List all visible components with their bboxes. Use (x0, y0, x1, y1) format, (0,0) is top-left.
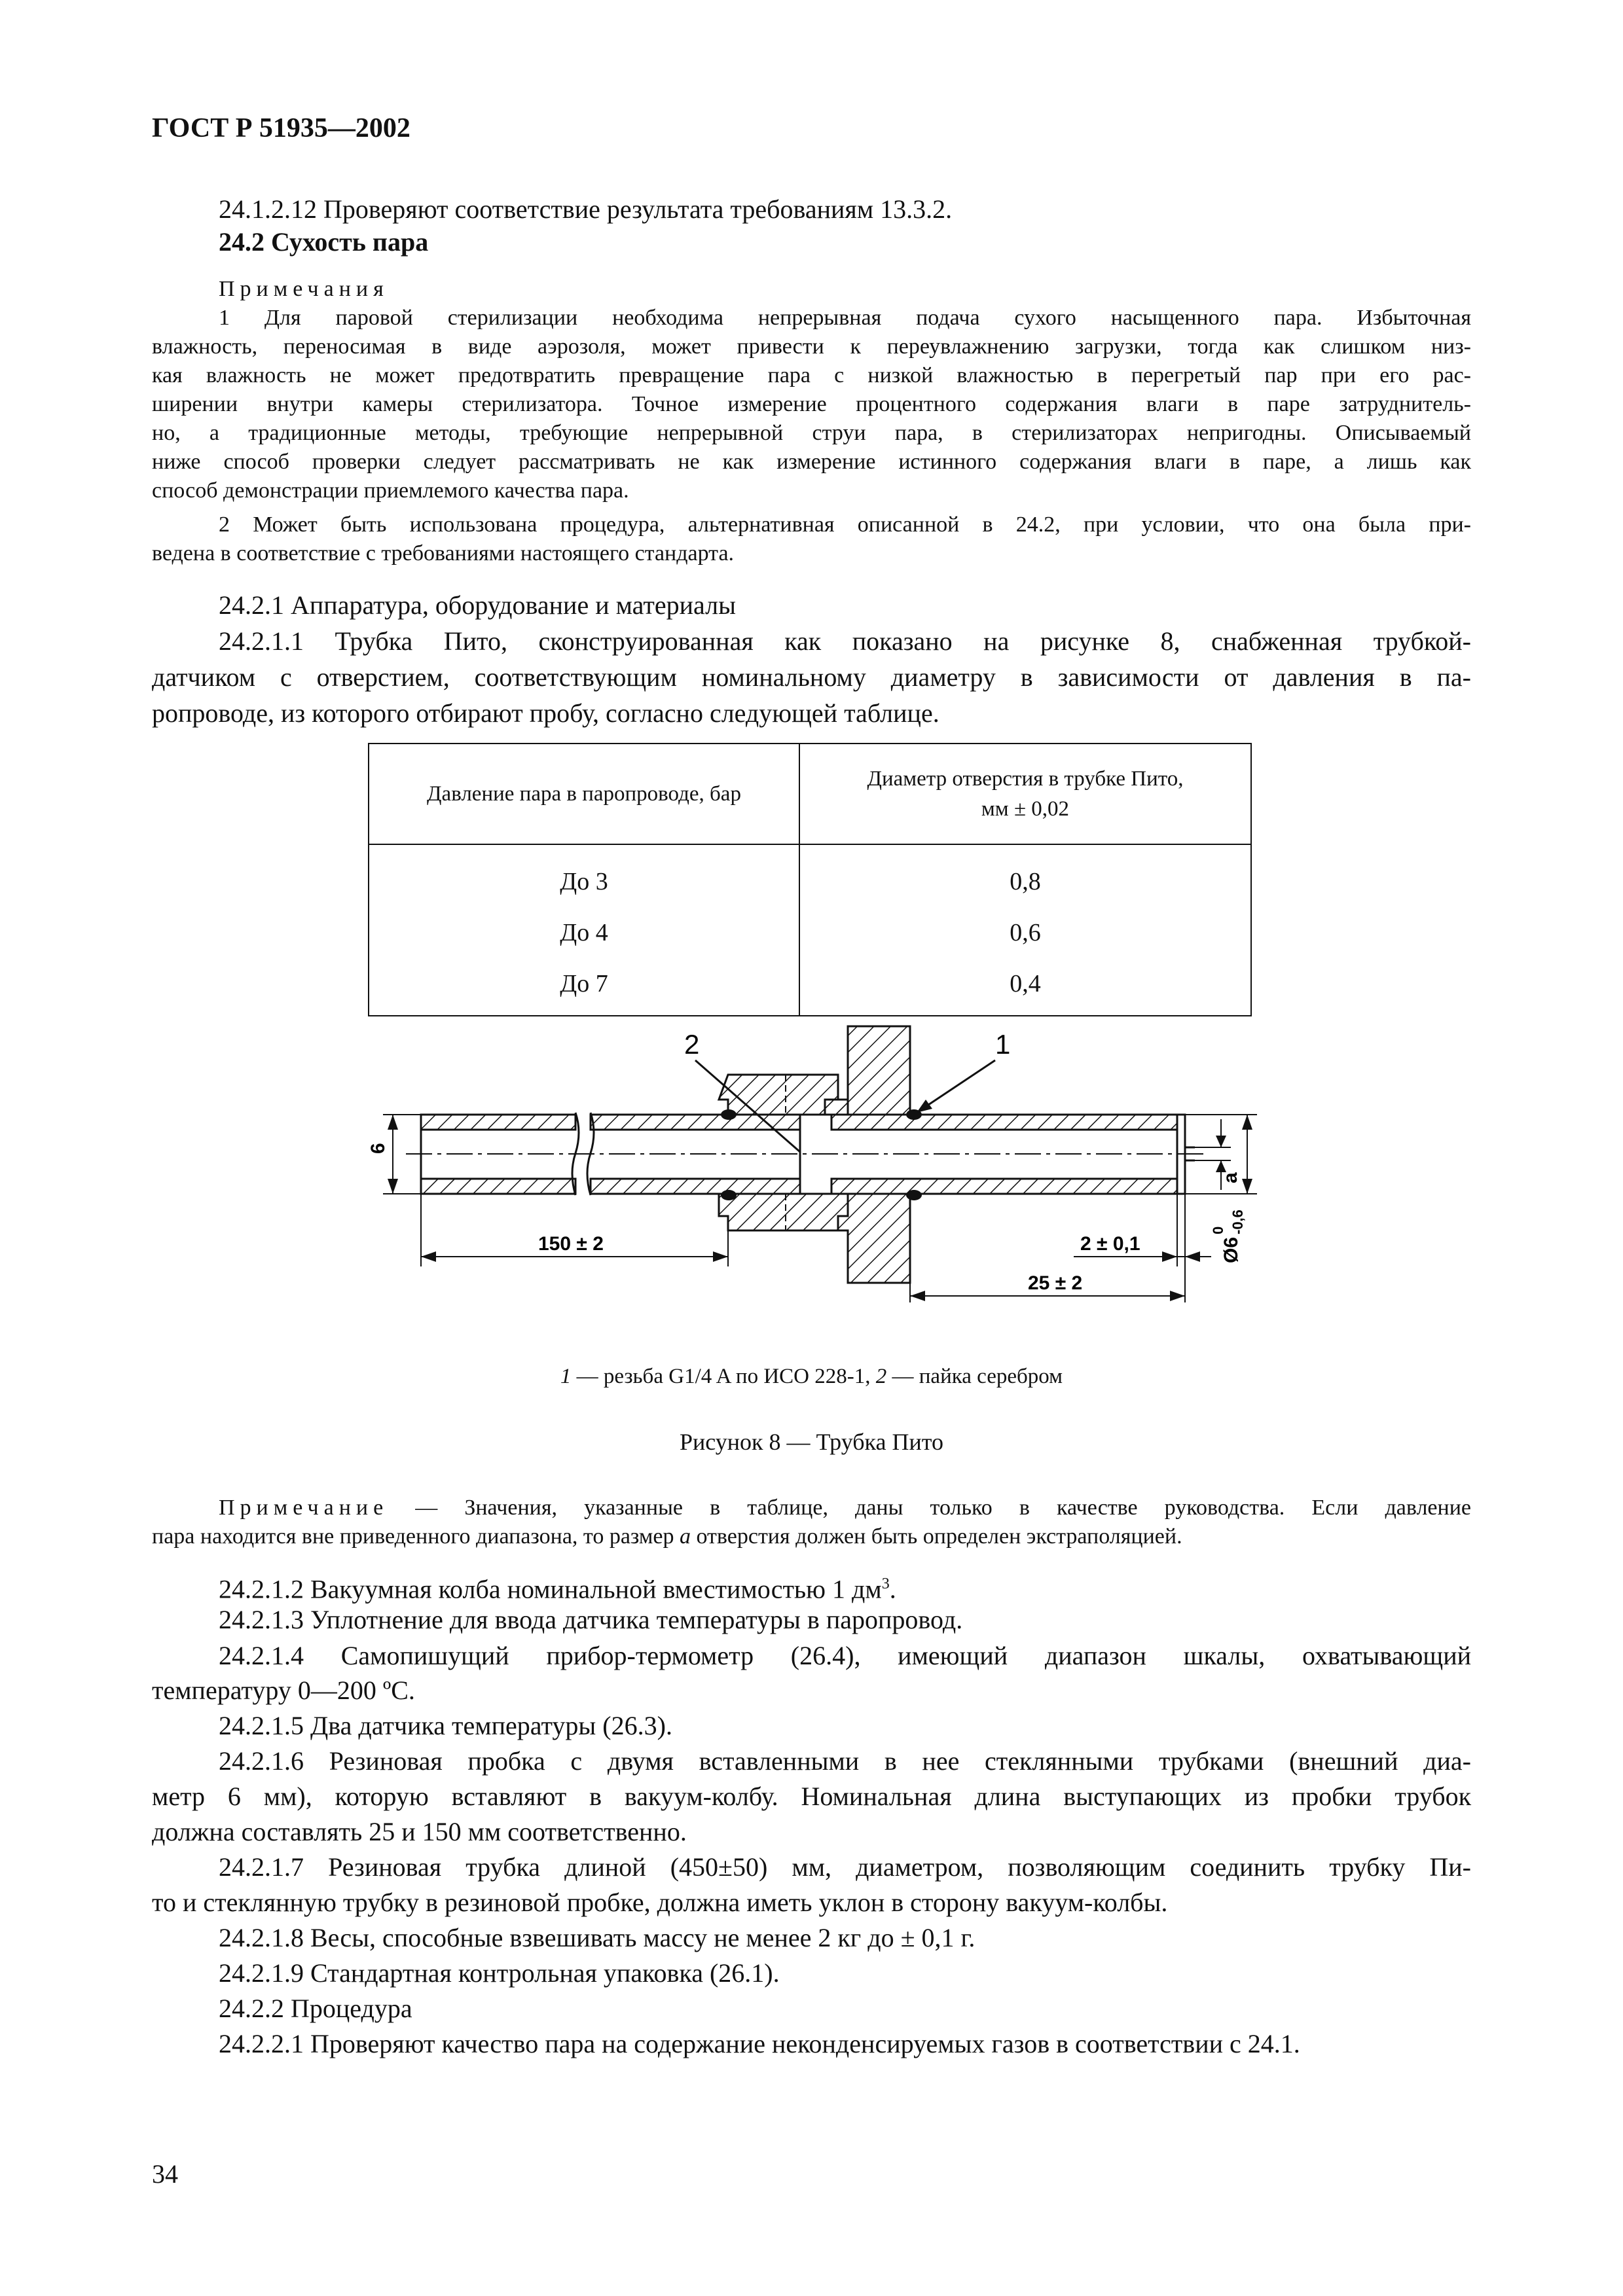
dimension-25: 25 ± 2 (1028, 1272, 1083, 1294)
table-cell-diameter: 0,4 (799, 958, 1251, 1016)
solder-joint (721, 1109, 737, 1120)
paragraph-24-2-1-6-line: метр 6 мм), которую вставляют в вакуум-колбу. Номинальная длина выступающих из пробки трубок (152, 1782, 1471, 1811)
table-cell-pressure: До 3 (369, 844, 799, 907)
dimension-od-main: Ø6 (1220, 1236, 1242, 1263)
figure-legend (152, 1365, 1471, 1389)
figure-note-var: a (680, 1524, 691, 1549)
callout-2-label: 2 (684, 1029, 700, 1060)
figure-note-text: — Значения, указанные в таблице, даны только в качестве руководства. Если давление (388, 1496, 1471, 1520)
document-header: ГОСТ Р 51935—2002 (152, 113, 410, 143)
table-cell-pressure: До 4 (369, 907, 799, 958)
paragraph-24-2-1: 24.2.1 Аппаратура, оборудование и материалы (219, 590, 736, 620)
paragraph-24-2-1-9: 24.2.1.9 Стандартная контрольная упаковка (26.1). (219, 1958, 780, 1988)
legend-text-1: — резьба G1/4 A по ИСО 228-1, (571, 1365, 876, 1388)
figure-note-label: Примечание (219, 1496, 389, 1520)
paragraph-24-2-1-3: 24.2.1.3 Уплотнение для ввода датчика температуры в паропровод. (219, 1605, 963, 1634)
paragraph-24-2-2-1: 24.2.2.1 Проверяют качество пара на содержание неконденсируемых газов в соответствии с 24.1. (219, 2029, 1300, 2058)
paragraph-24-2-1-7-line: то и стеклянную трубку в резиновой пробке, должна иметь уклон в сторону вакуум-колбы. (152, 1888, 1168, 1917)
paragraph-24-2-1-7-line: 24.2.1.7 Резиновая трубка длиной (450±50) мм, диаметром, позволяющим соединить трубку Пи- (219, 1852, 1471, 1882)
note-1-line: кая влажность не может предотвратить превращение пара с низкой влажностью в перегретый пар при его рас- (152, 363, 1471, 387)
paragraph-24-2-2: 24.2.2 Процедура (219, 1994, 412, 2023)
notes-label: Примечания (219, 277, 389, 301)
dimension-6: 6 (367, 1143, 389, 1154)
dimension-od-sup: 0 (1210, 1226, 1226, 1234)
paragraph-24-2-1-6-line: 24.2.1.6 Резиновая пробка с двумя вставленными в нее стеклянными трубками (внешний диа- (219, 1746, 1471, 1776)
note-2-line: 2 Может быть использована процедура, альтернативная описанной в 24.2, при условии, что она была при- (219, 512, 1471, 537)
figure-note-line2 (152, 1522, 1471, 1551)
table-cell-diameter: 0,6 (799, 907, 1251, 958)
paragraph-24-2-1-2 (152, 1568, 1471, 1605)
page-number: 34 (152, 2159, 178, 2189)
superscript: 3 (881, 1575, 890, 1592)
paragraph-24-2-1-8: 24.2.1.8 Весы, способные взвешивать массу не менее 2 кг до ± 0,1 г. (219, 1923, 976, 1952)
figure-note-text: пара находится вне приведенного диапазона, то размер (152, 1524, 680, 1549)
dimension-od-sub: -0,6 (1230, 1210, 1246, 1234)
dimension-150: 150 ± 2 (538, 1233, 604, 1255)
paragraph-24-2-1-6-line: должна составлять 25 и 150 мм соответственно. (152, 1817, 687, 1846)
legend-num-1: 1 (560, 1365, 572, 1388)
paragraph-24-1-2-12: 24.1.2.12 Проверяют соответствие результата требованиям 13.3.2. (219, 194, 953, 224)
note-1-line: способ демонстрации приемлемого качества пара. (152, 478, 629, 503)
legend-num-2: 2 (875, 1365, 887, 1388)
figure-note-text: отверстия должен быть определен экстраполяцией. (691, 1524, 1182, 1549)
solder-joint (721, 1190, 737, 1200)
figure-title: Рисунок 8 — Трубка Пито (680, 1429, 943, 1455)
solder-joint (906, 1190, 922, 1200)
table-header-diameter-line2: мм ± 0,02 (981, 797, 1070, 821)
dimension-a: a (1220, 1172, 1241, 1183)
paragraph-24-2-1-4-line: температуру 0—200 ºС. (152, 1676, 415, 1705)
paragraph-text: . (889, 1574, 896, 1604)
table-header-diameter-line1: Диаметр отверстия в трубке Пито, (867, 767, 1184, 791)
table-cell-pressure: До 7 (369, 958, 799, 1016)
table-header-pressure: Давление пара в паропроводе, бар (369, 744, 799, 844)
note-1-line: ширении внутри камеры стерилизатора. Точное измерение процентного содержания влаги в паре затруднитель- (152, 392, 1471, 416)
note-1-line: влажность, переносимая в виде аэрозоля, может привести к переувлажнению загрузки, тогда как слишком низ- (152, 334, 1471, 359)
note-1-line: 1 Для паровой стерилизации необходима непрерывная подача сухого насыщенного пара. Избыточная (219, 306, 1471, 330)
paragraph-24-2-1-1-line: датчиком с отверстием, соответствующим номинальному диаметру в зависимости от давления в па- (152, 662, 1471, 692)
dimension-2: 2 ± 0,1 (1080, 1233, 1140, 1255)
dimension-od (1210, 1210, 1246, 1263)
note-2-line: ведена в соответствие с требованиями настоящего стандарта. (152, 541, 735, 565)
paragraph-24-2-1-1-line: 24.2.1.1 Трубка Пито, сконструированная как показано на рисунке 8, снабженная трубкой- (219, 626, 1471, 656)
note-1-line: ниже способ проверки следует рассматривать не как измерение истинного содержания влаги в паре, а лишь как (152, 450, 1471, 474)
note-1-line: но, а традиционные методы, требующие непрерывной струи пара, в стерилизаторах непригодны. Описываемый (152, 421, 1471, 445)
legend-text-2: — пайка серебром (886, 1365, 1063, 1388)
paragraph-24-2-1-1-line: ропроводе, из которого отбирают пробу, согласно следующей таблице. (152, 698, 939, 728)
paragraph-24-2-1-4-line: 24.2.1.4 Самопишущий прибор-термометр (26.4), имеющий диапазон шкалы, охватывающий (219, 1641, 1471, 1670)
paragraph-text: 24.2.1.2 Вакуумная колба номинальной вместимостью 1 дм (219, 1574, 882, 1604)
figure-note-line1 (152, 1494, 1471, 1522)
section-heading-24-2: 24.2 Сухость пара (219, 227, 429, 257)
callout-1-label: 1 (995, 1029, 1011, 1060)
table-cell-diameter: 0,8 (799, 844, 1251, 907)
paragraph-24-2-1-5: 24.2.1.5 Два датчика температуры (26.3). (219, 1711, 672, 1740)
